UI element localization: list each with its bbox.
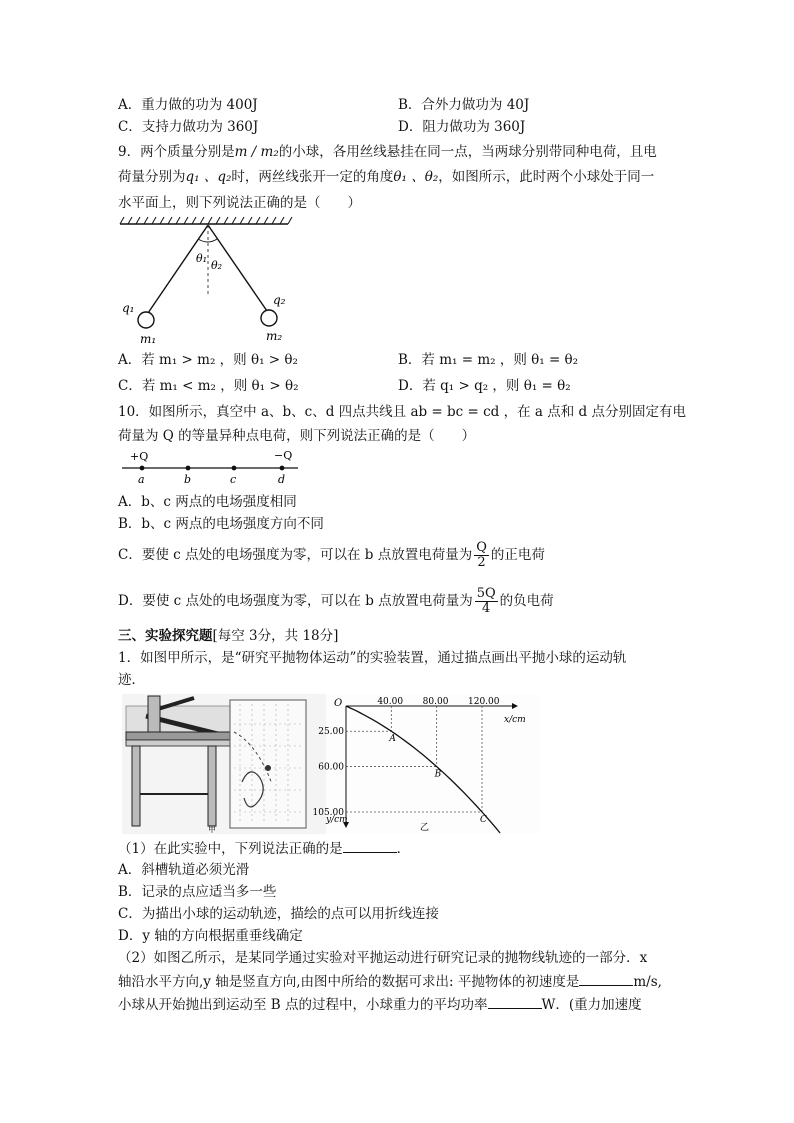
q9-stem-line1 bbox=[118, 142, 657, 162]
q10-d-text: D．要使 c 点处的电场强度为零，可以在 b 点放置电荷量为 bbox=[118, 593, 473, 609]
table-top bbox=[126, 732, 230, 740]
q9-charge-symbols: q₁ 、q₂ bbox=[185, 169, 232, 185]
m1-label: m₁ bbox=[140, 332, 157, 346]
plus-q-label: +Q bbox=[130, 450, 149, 463]
q9-mass-symbols: m / m₂ bbox=[234, 144, 279, 160]
point-label-C: C bbox=[480, 815, 487, 825]
label-d: d bbox=[278, 473, 286, 486]
y-tick-label: 60.00 bbox=[318, 762, 344, 773]
fig-jia-caption: 甲 bbox=[208, 825, 216, 834]
label-b: b bbox=[184, 473, 192, 486]
q9-stem-line2 bbox=[118, 167, 654, 187]
q9-line2-text1: 荷量分别为 bbox=[118, 169, 186, 185]
apparatus-figure bbox=[122, 694, 326, 834]
table-leg-left bbox=[132, 746, 140, 826]
q10-stem-line1: 10．如图所示，真空中 a、b、c、d 四点共线且 ab = bc = cd ，在 a 点和 d 点分别固定有电 bbox=[118, 404, 686, 420]
left-thread bbox=[148, 225, 208, 313]
x-tick-label: 120.00 bbox=[468, 697, 500, 707]
exp1-option-c: C．为描出小球的运动轨迹，描绘的点可以用折线连接 bbox=[118, 906, 439, 922]
clamp-post bbox=[148, 696, 160, 732]
q10-c-num: Q bbox=[476, 540, 487, 555]
section3-header bbox=[118, 626, 338, 646]
point-label-B: B bbox=[434, 769, 442, 780]
q10-c-den: 2 bbox=[477, 555, 486, 570]
exp1-sub1-text: （1）在此实验中，下列说法正确的是 bbox=[118, 841, 343, 857]
q9-option-b: B．若 m₁ = m₂ ，则 θ₁ = θ₂ bbox=[398, 352, 579, 368]
fig-yi-caption: 乙 bbox=[420, 823, 430, 833]
q10-c-post: 的正电荷 bbox=[490, 547, 545, 563]
exp1-sub2-line1: （2）如图乙所示，是某同学通过实验对平抛运动进行研究记录的抛物线轨迹的一部分．x bbox=[118, 950, 648, 966]
exp1-sub1 bbox=[118, 838, 410, 859]
exp1-sub2-unit1: m/s, bbox=[633, 974, 662, 990]
y-tick-label: 25.00 bbox=[318, 727, 344, 738]
answer-blank-2[interactable] bbox=[579, 971, 633, 986]
q8-option-b: B．合外力做功为 40J bbox=[398, 97, 530, 113]
exp1-sub2-unit2: W．(重力加速度 bbox=[541, 997, 642, 1013]
q10-d-num: 5Q bbox=[476, 586, 496, 601]
point-d bbox=[280, 466, 285, 471]
q10-option-a: A．b、c 两点的电场强度相同 bbox=[118, 494, 297, 510]
ball-on-board bbox=[265, 765, 271, 771]
exp1-option-d: D．y 轴的方向根据重垂线确定 bbox=[118, 928, 303, 944]
exp1-sub2-line3-text: 小球从开始抛出到运动至 B 点的过程中，小球重力的平均功率 bbox=[118, 997, 488, 1013]
q10-c-text: C．要使 c 点处的电场强度为零，可以在 b 点放置电荷量为 bbox=[118, 547, 473, 563]
q10-stem-line2: 荷量为 Q 的等量异种点电荷，则下列说法正确的是（ ） bbox=[118, 428, 476, 444]
label-a: a bbox=[138, 473, 145, 486]
apparatus-wall bbox=[126, 706, 230, 732]
exp1-sub2-line3 bbox=[118, 994, 642, 1015]
q9-pendulum-figure bbox=[118, 216, 298, 346]
q10-c-fraction bbox=[474, 541, 489, 570]
q1-label: q₁ bbox=[122, 301, 135, 315]
q9-line2-text2: 时，两丝线张开一定的角度 bbox=[231, 169, 394, 185]
x-tick-label: 40.00 bbox=[377, 697, 404, 707]
table-leg-right bbox=[208, 746, 216, 826]
q10-line-figure bbox=[118, 446, 303, 488]
q9-option-a: A．若 m₁ > m₂ ，则 θ₁ > θ₂ bbox=[118, 352, 298, 368]
q8-option-d: D．阻力做功为 360J bbox=[398, 119, 526, 135]
point-label-A: A bbox=[389, 734, 396, 745]
y-axis-label: y/cm bbox=[326, 815, 348, 825]
q9-line2-text3: ，如图所示，此时两个小球处于同一 bbox=[438, 169, 655, 185]
m2-label: m₂ bbox=[266, 329, 283, 343]
x-axis-label: x/cm bbox=[504, 715, 526, 725]
exp1-line2: 迹． bbox=[118, 672, 145, 688]
section3-title: 三、实验探究题 bbox=[118, 628, 213, 644]
table-edge bbox=[126, 740, 230, 746]
exp1-option-a: A．斜槽轨道必须光滑 bbox=[118, 862, 250, 878]
q9-stem-text1: 9．两个质量分别是 bbox=[118, 144, 235, 160]
q10-option-c bbox=[118, 540, 545, 570]
q10-option-d bbox=[118, 586, 554, 616]
q10-d-post: 的负电荷 bbox=[499, 593, 554, 609]
q9-option-d: D．若 q₁ > q₂ ，则 θ₁ = θ₂ bbox=[398, 378, 571, 394]
answer-blank-1[interactable] bbox=[343, 838, 397, 853]
point-c bbox=[232, 466, 237, 471]
q8-option-c: C．支持力做功为 360J bbox=[118, 119, 259, 135]
trajectory-chart bbox=[312, 694, 540, 834]
exp1-sub2-line2 bbox=[118, 971, 662, 992]
board bbox=[230, 700, 306, 828]
exp1-line1: 1．如图甲所示，是“研究平抛物体运动”的实验装置，通过描点画出平抛小球的运动轨 bbox=[118, 650, 627, 666]
q10-d-fraction bbox=[475, 587, 498, 616]
x-tick-label: 80.00 bbox=[422, 697, 449, 707]
ball-m2 bbox=[261, 310, 277, 326]
theta2-label: θ₂ bbox=[211, 259, 223, 272]
q9-option-c: C．若 m₁ < m₂ ，则 θ₁ > θ₂ bbox=[118, 378, 299, 394]
q9-stem-line3: 水平面上，则下列说法正确的是（ ） bbox=[118, 195, 361, 211]
label-c: c bbox=[230, 473, 237, 486]
minus-q-label: −Q bbox=[274, 449, 293, 462]
section3-score: [每空 3分，共 18分] bbox=[212, 628, 339, 644]
q2-label: q₂ bbox=[273, 293, 286, 307]
origin-label: O bbox=[334, 698, 343, 709]
q10-option-b: B．b、c 两点的电场强度方向不同 bbox=[118, 516, 324, 532]
theta1-label: θ₁ bbox=[196, 252, 208, 265]
exp1-option-b: B．记录的点应适当多一些 bbox=[118, 884, 277, 900]
q8-option-a: A．重力做的功为 400J bbox=[118, 97, 258, 113]
ball-m1 bbox=[138, 312, 154, 328]
y-tick-label: 105.00 bbox=[312, 808, 344, 818]
answer-blank-3[interactable] bbox=[488, 994, 542, 1009]
exp1-sub1-end: ． bbox=[396, 841, 411, 857]
point-a bbox=[140, 466, 145, 471]
q10-d-den: 4 bbox=[482, 601, 491, 616]
point-b bbox=[186, 466, 191, 471]
exp1-sub2-line2-text: 轴沿水平方向,y 轴是竖直方向,由图中所给的数据可求出: 平抛物体的初速度是 bbox=[118, 974, 580, 990]
q9-angle-symbols: θ₁ 、θ₂ bbox=[393, 169, 439, 185]
q9-stem-text2: 的小球，各用丝线悬挂在同一点，当两球分别带同种电荷，且电 bbox=[278, 144, 657, 160]
